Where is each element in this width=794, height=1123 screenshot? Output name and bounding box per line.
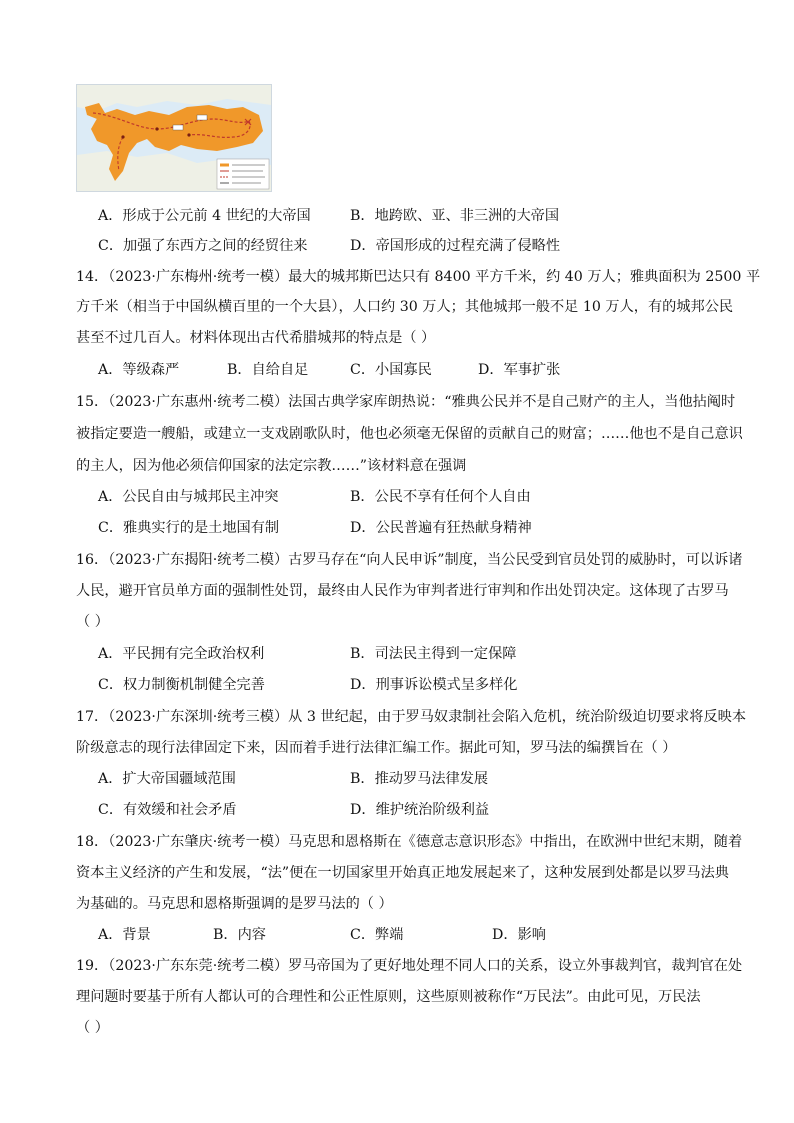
q16-option-d[interactable]: D．刑事诉讼模式呈多样化 (350, 677, 518, 693)
q19-stem-line-2: 理问题时要基于所有人都认可的合理性和公正性原则，这些原则被称作“万民法”。由此可见，万民法 (76, 989, 701, 1005)
q18-option-a[interactable]: A．背景 (98, 927, 151, 943)
q15-stem-line-3: 的主人，因为他必须信仰国家的法定宗教……”该材料意在强调 (76, 458, 467, 474)
q16-stem-line-2: 人民，避开官员单方面的强制性处罚，最终由人民作为审判者进行审判和作出处罚决定。这体现了古罗马 (76, 583, 729, 599)
q15-option-c[interactable]: C．雅典实行的是土地国有制 (98, 520, 280, 536)
q19-stem-line-3: （ ） (76, 1020, 109, 1036)
q14-option-c[interactable]: C．小国寡民 (350, 362, 432, 378)
q14-stem-line-2: 方千米（相当于中国纵横百里的一个大县），人口约 30 万人；其他城邦一般不足 10 万人，有的城邦公民 (76, 299, 734, 315)
q18-stem-line-3: 为基础的。马克思和恩格斯强调的是罗马法的（ ） (76, 896, 393, 912)
q15-stem-line-2: 被指定要造一艘船，或建立一支戏剧歌队时，他也必须毫无保留的贡献自己的财富；……他也不是自己意识 (76, 426, 743, 442)
q14-stem-line-1: 14．（2023·广东梅州·统考一模）最大的城邦斯巴达只有 8400 平方千米，约 40 万人；雅典面积为 2500 平 (76, 269, 761, 285)
q15-option-a[interactable]: A．公民自由与城邦民主冲突 (98, 489, 279, 505)
q16-option-c[interactable]: C．权力制衡机制健全完善 (98, 677, 265, 693)
q18-option-b[interactable]: B．内容 (213, 927, 266, 943)
q18-option-d[interactable]: D．影响 (492, 927, 546, 943)
q16-option-b[interactable]: B．司法民主得到一定保障 (350, 646, 517, 662)
q13-option-d[interactable]: D．帝国形成的过程充满了侵略性 (350, 238, 561, 254)
q19-stem-line-1: 19．（2023·广东东莞·统考二模）罗马帝国为了更好地处理不同人口的关系，设立外事裁判官，裁判官在处 (76, 958, 743, 974)
q14-stem-line-3: 甚至不过几百人。材料体现出古代希腊城邦的特点是（ ） (76, 330, 436, 346)
q13-option-b[interactable]: B．地跨欧、亚、非三洲的大帝国 (350, 208, 560, 224)
q17-stem-line-2: 阶级意志的现行法律固定下来，因而着手进行法律汇编工作。据此可知，罗马法的编撰旨在（ ） (76, 740, 677, 756)
q14-option-a[interactable]: A．等级森严 (98, 362, 180, 378)
q17-option-a[interactable]: A．扩大帝国疆域范围 (98, 771, 236, 787)
q13-option-c[interactable]: C．加强了东西方之间的经贸往来 (98, 238, 308, 254)
q17-stem-line-1: 17．（2023·广东深圳·统考三模）从 3 世纪起，由于罗马奴隶制社会陷入危机，统治阶级迫切要求将反映本 (76, 709, 747, 725)
q14-option-d[interactable]: D．军事扩张 (478, 362, 561, 378)
q15-stem-line-1: 15．（2023·广东惠州·统考二模）法国古典学家库朗热说：“雅典公民并不是自己财产的主人，当他拈阄时 (76, 394, 736, 410)
q17-option-b[interactable]: B．推动罗马法律发展 (350, 771, 489, 787)
q16-stem-line-3: （ ） (76, 614, 109, 630)
q15-option-d[interactable]: D．公民普遍有狂热献身精神 (350, 520, 532, 536)
q18-option-c[interactable]: C．弊端 (350, 927, 404, 943)
q16-option-a[interactable]: A．平民拥有完全政治权利 (98, 646, 265, 662)
q18-stem-line-2: 资本主义经济的产生和发展，“法”便在一切国家里开始真正地发展起来了，这种发展到处都是以罗马法典 (76, 865, 729, 881)
empire-map-figure (76, 84, 272, 192)
q14-option-b[interactable]: B．自给自足 (227, 362, 309, 378)
q17-option-c[interactable]: C．有效缓和社会矛盾 (98, 802, 237, 818)
q18-stem-line-1: 18．（2023·广东肇庆·统考一模）马克思和恩格斯在《德意志意识形态》中指出，在欧洲中世纪末期，随着 (76, 834, 743, 850)
empire-map (77, 85, 271, 191)
q17-option-d[interactable]: D．维护统治阶级利益 (350, 802, 490, 818)
q15-option-b[interactable]: B．公民不享有任何个人自由 (350, 489, 531, 505)
q13-option-a[interactable]: A．形成于公元前 4 世纪的大帝国 (98, 208, 311, 224)
q16-stem-line-1: 16．（2023·广东揭阳·统考二模）古罗马存在“向人民申诉”制度，当公民受到官员处罚的威胁时，可以诉诸 (76, 552, 743, 568)
